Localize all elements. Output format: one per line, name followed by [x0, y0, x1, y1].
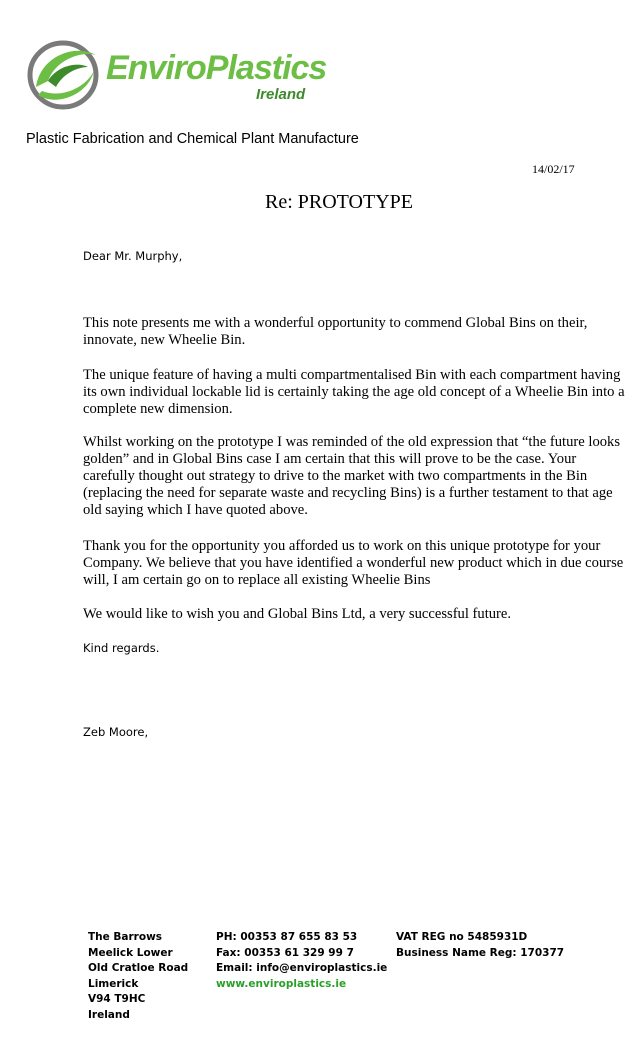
- address-line: Old Cratloe Road: [88, 962, 189, 975]
- business-registration: Business Name Reg: 170377: [396, 946, 565, 959]
- company-tagline: Plastic Fabrication and Chemical Plant Manufacture: [26, 131, 359, 147]
- fax-number: Fax: 00353 61 329 99 7: [216, 946, 354, 959]
- body-paragraph-2: The unique feature of having a multi compartmentalised Bin with each compartment having its own individual lockable lid is certainly taking the age old concept of a Wheelie Bin into a complete new dimension.: [83, 367, 625, 417]
- website-link[interactable]: www.enviroplastics.ie: [216, 977, 347, 990]
- address-line: The Barrows: [88, 931, 163, 943]
- body-paragraph-4: Thank you for the opportunity you afforded us to work on this unique prototype for your Company. We believe that you have identified a wonderful new product which in due course will, I am certain go on to replace all existing Wheelie Bins: [83, 538, 624, 588]
- brand-subtitle: Ireland: [256, 86, 306, 103]
- body-paragraph-5: We would like to wish you and Global Bins Ltd, a very successful future.: [83, 606, 512, 622]
- letter-subject: Re: PROTOTYPE: [265, 191, 413, 213]
- address-line: Ireland: [88, 1008, 130, 1021]
- closing: Kind regards.: [83, 641, 160, 655]
- brand-name: EnviroPlastics: [106, 49, 327, 87]
- company-logo: [26, 37, 326, 113]
- address-line: Meelick Lower: [88, 946, 173, 959]
- footer-address: [88, 930, 188, 1024]
- body-paragraph-1: This note presents me with a wonderful opportunity to commend Global Bins on their, innovate, new Wheelie Bin.: [83, 315, 588, 348]
- phone-number: PH: 00353 87 655 83 53: [216, 931, 358, 943]
- footer-registration: [396, 930, 564, 961]
- body-paragraph-3: Whilst working on the prototype I was reminded of the old expression that “the future looks golden” and in Global Bins case I am certain that this will prove to be the case. Your carefully thought out strategy to drive to the market with two compartments in the Bin (replacing the need for separate waste and recycling Bins) is a further testament to that age old saying which I have quoted above.: [83, 434, 621, 518]
- swoosh-globe-icon: [26, 37, 104, 113]
- salutation: Dear Mr. Murphy,: [83, 249, 183, 263]
- footer-contact: [216, 930, 387, 992]
- address-line: V94 T9HC: [88, 993, 146, 1006]
- vat-registration: VAT REG no 5485931D: [396, 931, 528, 943]
- email-address: Email: info@enviroplastics.ie: [216, 962, 388, 975]
- letter-date: 14/02/17: [532, 162, 575, 176]
- address-line: Limerick: [88, 977, 139, 990]
- signature-name: Zeb Moore,: [83, 725, 149, 739]
